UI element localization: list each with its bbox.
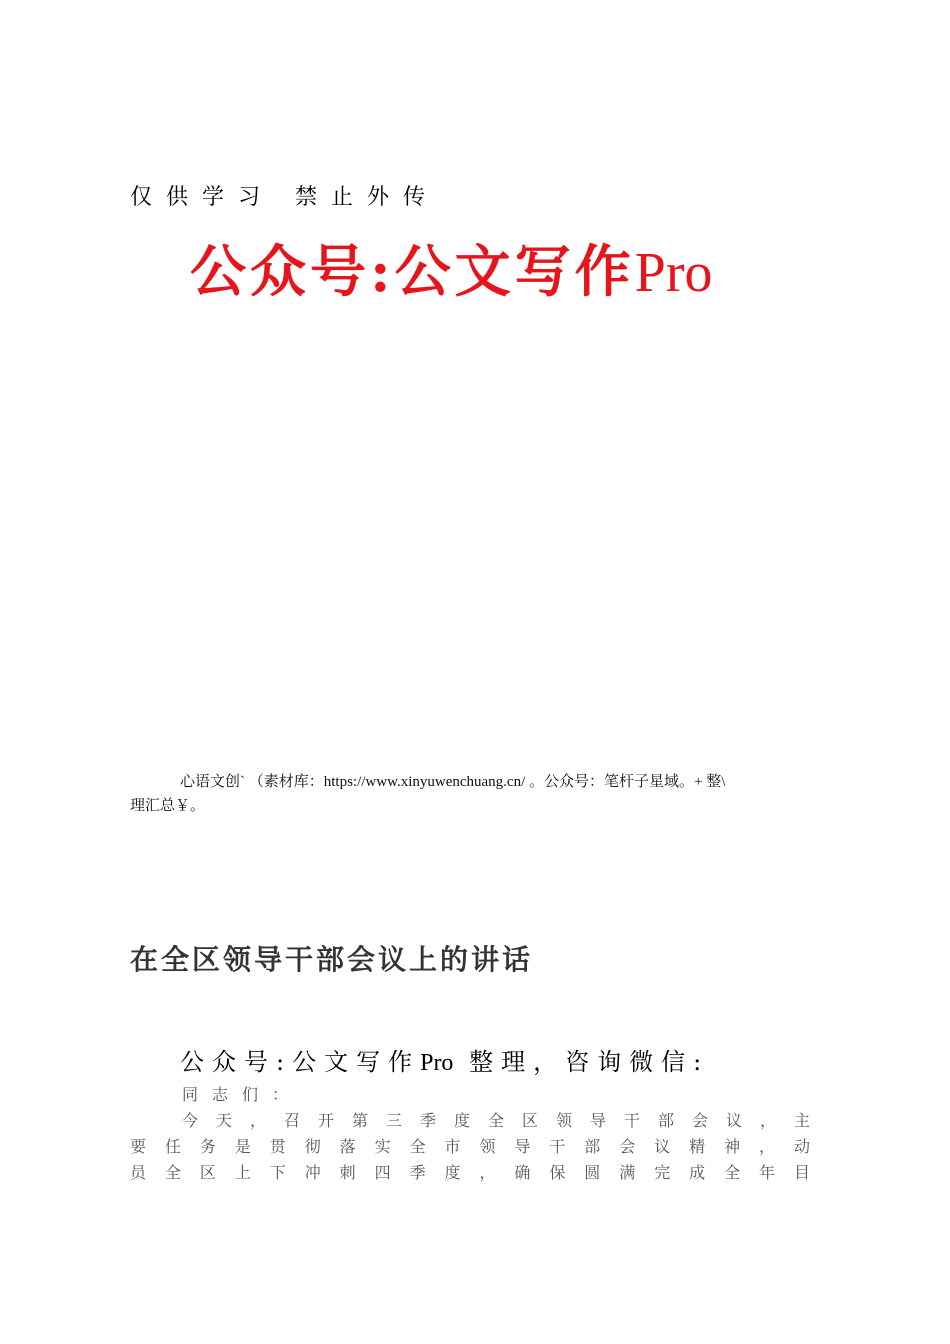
source-note: [130, 770, 820, 818]
brand-banner: [190, 228, 712, 308]
paragraph-line: 今天，召开第三季度全区领导干部会议，主: [182, 1111, 820, 1130]
subhead-part-2: 整理，咨询微信:: [469, 1048, 710, 1076]
source-note-line-1: 心语文创` （素材库：https://www.xinyuwenchuang.cn/ 。公众号：笔杆子星域。+ 整\: [180, 774, 726, 790]
speech-body: [130, 1082, 820, 1186]
salutation: 同志们：: [182, 1085, 303, 1104]
opening-paragraph: [130, 1108, 820, 1186]
paragraph-line: 员全区上下冲刺四季度，确保圆满完成全年目: [130, 1163, 820, 1182]
paragraph-line: 要任务是贯彻落实全市领导干部会议精神，动: [130, 1137, 820, 1156]
brand-name: 公众号:公文写作: [190, 239, 635, 305]
document-title: 在全区领导干部会议上的讲话: [130, 943, 534, 976]
brand-suffix: Pro: [634, 242, 713, 304]
distribution-notice: 仅供学习 禁止外传: [130, 185, 439, 210]
subhead-part-1: 公众号:公文写作: [180, 1048, 421, 1076]
document-subhead: [180, 1042, 709, 1077]
source-note-line-2: 理汇总￥。: [130, 798, 206, 814]
subhead-latin: Pro: [420, 1050, 454, 1076]
